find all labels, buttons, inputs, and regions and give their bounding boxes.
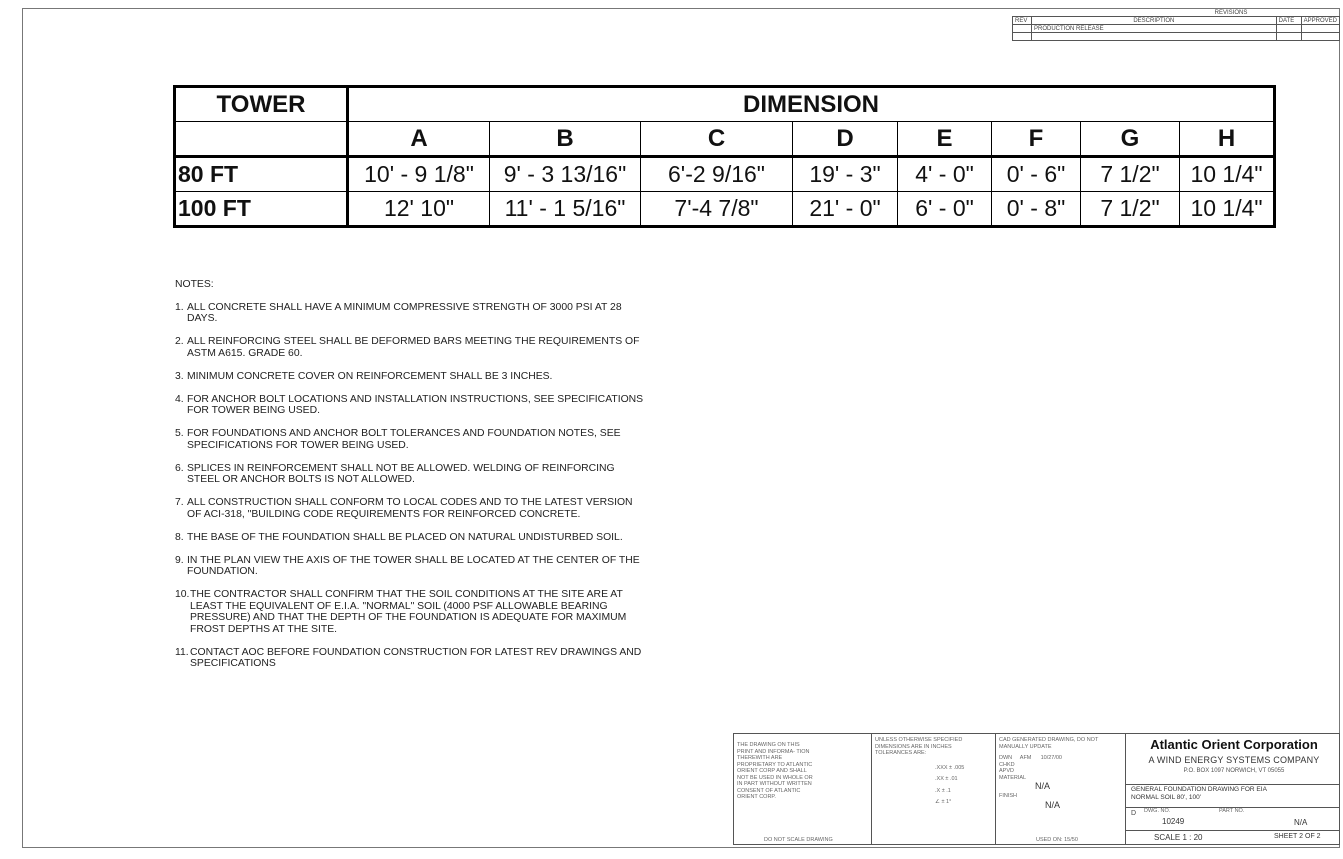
note-text: MINIMUM CONCRETE COVER ON REINFORCEMENT SHALL BE 3 INCHES. [187, 370, 553, 382]
note-item [175, 463, 645, 486]
drawn-date: 10/27/00 [1040, 755, 1062, 761]
column-header: E [898, 122, 992, 157]
dimension-cell: 0' - 8" [992, 192, 1081, 227]
tolerance-line: .XXX ± .005 [935, 764, 965, 771]
note-item [175, 302, 645, 325]
dimension-cell: 10' - 9 1/8" [348, 157, 490, 192]
description-header: DESCRIPTION [1032, 17, 1277, 25]
sheet-value: SHEET 2 OF 2 [1274, 833, 1321, 840]
dimension-cell: 7 1/2" [1081, 157, 1180, 192]
dwg-no-label: DWG. NO. [1144, 808, 1171, 814]
note-item [175, 371, 645, 383]
note-number: 4. [175, 393, 184, 405]
note-item [175, 647, 645, 670]
note-number: 6. [175, 462, 184, 474]
revision-entry: PRODUCTION RELEASE [1032, 25, 1277, 33]
note-item [175, 336, 645, 359]
dwg-no-value: 10249 [1162, 817, 1185, 826]
table-row [175, 157, 1275, 192]
title-block [733, 733, 1340, 845]
size-value: D [1131, 810, 1137, 817]
material-label: MATERIAL [999, 774, 1027, 781]
column-header: G [1081, 122, 1180, 157]
note-text: CONTACT AOC BEFORE FOUNDATION CONSTRUCTION FOR LATEST REV DRAWINGS AND SPECIFICATIONS [190, 646, 642, 669]
note-item [175, 589, 645, 635]
do-not-scale: DO NOT SCALE DRAWING [764, 836, 833, 843]
part-no-value: N/A [1294, 818, 1308, 827]
dimension-cell: 0' - 6" [992, 157, 1081, 192]
column-header: A [348, 122, 490, 157]
dimension-cell: 7 1/2" [1081, 192, 1180, 227]
dimension-cell: 12' 10" [348, 192, 490, 227]
note-number: 11. [175, 646, 189, 658]
notes-section [175, 279, 645, 681]
dimension-cell: 4' - 0" [898, 157, 992, 192]
note-text: SPLICES IN REINFORCEMENT SHALL NOT BE ALLOWED. WELDING OF REINFORCING STEEL OR ANCHOR BOLTS IS NOT ALLOWED. [187, 462, 615, 485]
note-item [175, 394, 645, 417]
note-number: 7. [175, 497, 184, 508]
tolerances-label: TOLERANCES ARE: [875, 750, 927, 756]
note-text: THE BASE OF THE FOUNDATION SHALL BE PLACED ON NATURAL UNDISTURBED SOIL. [187, 531, 623, 543]
revisions-block [1012, 10, 1340, 56]
drawn-by: AFM [1019, 755, 1032, 761]
note-text: FOR FOUNDATIONS AND ANCHOR BOLT TOLERANCES AND FOUNDATION NOTES, SEE SPECIFICATIONS FOR TOWER BEING USED. [187, 428, 621, 451]
approved-header: APPROVED [1301, 17, 1339, 25]
tolerance-line: .X ± .1 [935, 787, 951, 794]
dimension-table [173, 85, 1276, 228]
date-header: DATE [1276, 17, 1301, 25]
column-header: H [1180, 122, 1275, 157]
dimension-cell: 6'-2 9/16" [641, 157, 793, 192]
revisions-title: REVISIONS [1214, 10, 1248, 16]
part-no-label: PART NO. [1219, 808, 1245, 814]
note-text: ALL REINFORCING STEEL SHALL BE DEFORMED BARS MEETING THE REQUIREMENTS OF ASTM A615. GRADE 60. [187, 336, 640, 359]
rev-header: REV [1013, 17, 1032, 25]
dimension-cell: 19' - 3" [793, 157, 898, 192]
dimension-cell: 21' - 0" [793, 192, 898, 227]
note-number: 1. [175, 301, 184, 313]
material-value: N/A [1035, 781, 1051, 791]
note-text: FOR ANCHOR BOLT LOCATIONS AND INSTALLATION INSTRUCTIONS, SEE SPECIFICATIONS FOR TOWER BEING USED. [187, 393, 644, 416]
tower-cell: 80 FT [175, 157, 348, 192]
note-number: 3. [175, 370, 184, 382]
finish-label: FINISH [999, 793, 1018, 799]
unless-specified: UNLESS OTHERWISE SPECIFIED DIMENSIONS ARE IN INCHES [875, 737, 963, 750]
table-row [175, 192, 1275, 227]
note-text: ALL CONSTRUCTION SHALL CONFORM TO LOCAL CODES AND TO THE LATEST VERSION OF ACI-318, "BUILDING CODE REQUIREMENTS FOR REINFORCED CONCRETE. [187, 497, 633, 520]
note-number: 10. [175, 589, 190, 600]
note-number: 5. [175, 428, 184, 439]
tolerance-cell [872, 734, 996, 844]
company-address: P.O. BOX 1097 NORWICH, VT 05055 [1183, 768, 1285, 774]
note-item [175, 532, 645, 544]
dimension-cell: 9' - 3 13/16" [490, 157, 641, 192]
dimension-cell: 11' - 1 5/16" [490, 192, 641, 227]
tolerance-line: ∠ ± 1° [935, 799, 952, 805]
cad-notice: CAD GENERATED DRAWING, DO NOT MANUALLY UPDATE [999, 737, 1099, 750]
company-block [1129, 737, 1339, 774]
dimension-cell: 6' - 0" [898, 192, 992, 227]
dimension-cell: 10 1/4" [1180, 192, 1275, 227]
approved-label: APVD [999, 768, 1014, 774]
used-on: USED ON: 15/50 [1036, 836, 1078, 843]
drawing-description: GENERAL FOUNDATION DRAWING FOR EIA NORMAL SOIL 80', 100' [1131, 786, 1267, 801]
cad-cell [996, 734, 1126, 844]
dimension-cell: 10 1/4" [1180, 157, 1275, 192]
note-text: IN THE PLAN VIEW THE AXIS OF THE TOWER SHALL BE LOCATED AT THE CENTER OF THE FOUNDATION. [187, 554, 640, 577]
dimension-cell: 7'-4 7/8" [641, 192, 793, 227]
column-header: B [490, 122, 641, 157]
finish-value: N/A [1045, 799, 1061, 810]
note-text: THE CONTRACTOR SHALL CONFIRM THAT THE SOIL CONDITIONS AT THE SITE ARE AT LEAST THE EQUIVALENT OF E.I.A. "NORMAL" SOIL (4000 PSF ALLOWABLE BEARING PRESSURE) AND THAT THE DEPTH OF THE FOUNDATION IS ADEQUATE FOR MAXIMUM FROST DEPTHS AT THE SITE. [190, 589, 627, 635]
company-name: Atlantic Orient Corporation [1150, 737, 1318, 752]
tower-cell: 100 FT [175, 192, 348, 227]
column-header: C [641, 122, 793, 157]
tolerance-line: .XX ± .01 [935, 776, 958, 782]
notes-title: NOTES: [175, 279, 214, 290]
scale-value: SCALE 1 : 20 [1154, 833, 1203, 842]
note-item [175, 428, 645, 451]
column-header: D [793, 122, 898, 157]
note-item [175, 555, 645, 578]
note-number: 8. [175, 531, 184, 543]
note-number: 2. [175, 336, 184, 347]
dimension-header: DIMENSION [348, 87, 1275, 122]
checked-label: CHKD [999, 761, 1015, 768]
drawn-label: DWN [999, 755, 1013, 761]
company-tagline: A WIND ENERGY SYSTEMS COMPANY [1148, 755, 1320, 765]
column-header: F [992, 122, 1081, 157]
proprietary-notice: THE DRAWING ON THIS PRINT AND INFORMA- TION THEREWITH ARE PROPRIETARY TO ATLANTIC ORIENT CORP AND SHALL NOT BE USED IN WHOLE OR IN PART WITHOUT WRITTEN CONSENT OF ATLANTIC ORIENT CORP. [737, 742, 813, 800]
note-text: ALL CONCRETE SHALL HAVE A MINIMUM COMPRESSIVE STRENGTH OF 3000 PSI AT 28 DAYS. [187, 301, 622, 324]
tower-header: TOWER [175, 87, 348, 122]
note-number: 9. [175, 554, 184, 566]
note-item [175, 497, 645, 520]
proprietary-cell [734, 734, 872, 844]
